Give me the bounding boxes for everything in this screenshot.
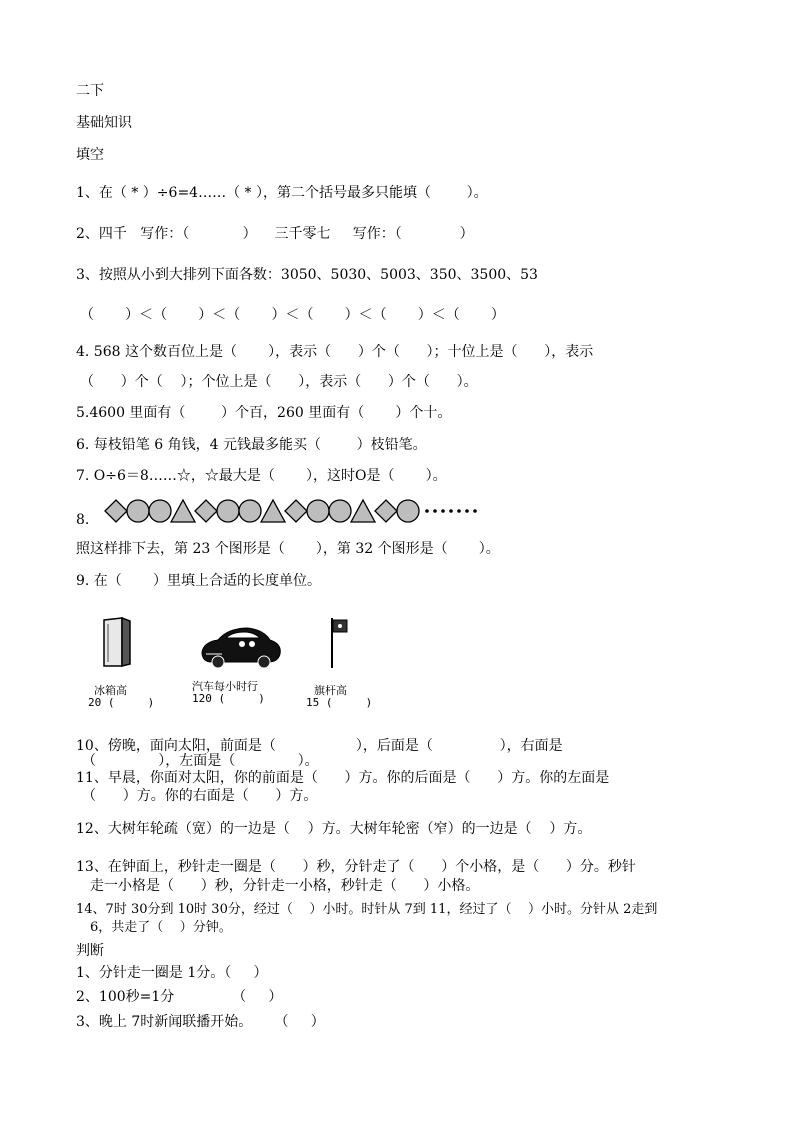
flagpole-label: 旗杆高 <box>314 684 347 697</box>
pattern-circle <box>127 500 149 522</box>
question-3-blanks: （ ）＜（ ）＜（ ）＜（ ）＜（ ）＜（ ） <box>80 307 505 323</box>
fridge-label: 冰箱高 <box>94 684 127 697</box>
pattern-circle <box>329 500 351 522</box>
car-value: 120 ( ) <box>192 692 265 705</box>
judge-item-2: 2、100秒=1分 （ ） <box>76 989 283 1005</box>
pattern-diamond <box>195 500 217 522</box>
question-3: 3、按照从小到大排列下面各数：3050、5030、5003、350、3500、53 <box>76 267 538 283</box>
pattern-circle <box>307 500 329 522</box>
pattern-diamond <box>105 500 127 522</box>
judge-item-3: 3、晚上 7时新闻联播开始。 （ ） <box>76 1014 325 1030</box>
question-4-line2: （ ）个（ ）；个位上是（ ），表示（ ）个（ ）。 <box>80 374 478 390</box>
question-13-line1: 13、在钟面上，秒针走一圈是（ ）秒，分针走了（ ）个小格，是（ ）分。秒针 <box>76 859 636 875</box>
question-13-line2: 走一小格是（ ）秒，分针走一小格，秒针走（ ）小格。 <box>90 878 480 894</box>
pattern-circle <box>397 500 419 522</box>
pattern-circle <box>217 500 239 522</box>
pattern-ellipsis-dot <box>473 509 477 513</box>
flagpole-icon <box>326 614 350 670</box>
question-10-line2: （ ），左面是（ ）。 <box>82 753 319 769</box>
pattern-diamond <box>285 500 307 522</box>
question-14-line2: 6，共走了（ ）分钟。 <box>90 920 232 935</box>
question-2: 2、四千 写作：（ ） 三千零七 写作：（ ） <box>76 226 474 242</box>
flagpole-value: 15 ( ) <box>306 696 373 709</box>
car-icon <box>198 622 284 670</box>
pattern-ellipsis-dot <box>457 509 461 513</box>
question-12: 12、大树年轮疏（宽）的一边是（ ）方。大树年轮密（窄）的一边是（ ）方。 <box>76 821 592 837</box>
question-8-number: 8. <box>76 512 90 528</box>
grade-label: 二下 <box>76 83 104 99</box>
pattern-triangle <box>171 500 195 522</box>
pattern-ellipsis-dot <box>433 509 437 513</box>
question-6: 6. 每枝铅笔 6 角钱，4 元钱最多能买（ ）枝铅笔。 <box>76 437 427 453</box>
pattern-ellipsis-dot <box>441 509 445 513</box>
question-11-line1: 11、早晨，你面对太阳，你的前面是（ ）方。你的后面是（ ）方。你的左面是 <box>76 770 610 786</box>
judge-item-1: 1、分针走一圈是 1分。（ ） <box>76 965 268 981</box>
question-14-line1: 14、7时 30分到 10时 30分，经过（ ）小时。时针从 7到 11，经过了（ ）小时。分针从 2走到 <box>76 902 658 917</box>
car-label: 汽车每小时行 <box>192 680 258 693</box>
fridge-value: 20 ( ) <box>88 696 155 709</box>
pattern-circle <box>239 500 261 522</box>
subsection-title: 填空 <box>76 147 104 163</box>
fridge-icon <box>102 616 132 668</box>
question-1: 1、在（ * ）÷6=4……（ * ），第二个括号最多只能填（ ）。 <box>76 185 488 201</box>
shape-pattern <box>103 496 483 528</box>
question-8-text: 照这样排下去，第 23 个图形是（ ），第 32 个图形是（ ）。 <box>76 541 500 557</box>
pattern-ellipsis-dot <box>465 509 469 513</box>
section-title: 基础知识 <box>76 115 132 131</box>
pattern-triangle <box>351 500 375 522</box>
question-9: 9. 在（ ）里填上合适的长度单位。 <box>76 573 321 589</box>
question-7: 7. O÷6＝8……☆，☆最大是（ ），这时O是（ ）。 <box>76 468 447 484</box>
pattern-ellipsis-dot <box>449 509 453 513</box>
pattern-diamond <box>375 500 397 522</box>
question-5: 5.4600 里面有（ ）个百，260 里面有（ ）个十。 <box>76 405 452 421</box>
judge-title: 判断 <box>76 943 104 959</box>
pattern-circle <box>149 500 171 522</box>
pattern-ellipsis-dot <box>425 509 429 513</box>
pattern-triangle <box>261 500 285 522</box>
question-10-line1: 10、傍晚，面向太阳，前面是（ ），后面是（ ），右面是 <box>76 738 563 754</box>
question-11-line2: （ ）方。你的右面是（ ）方。 <box>82 788 318 804</box>
question-4-line1: 4. 568 这个数百位上是（ ），表示（ ）个（ ）；十位上是（ ），表示 <box>76 344 594 360</box>
